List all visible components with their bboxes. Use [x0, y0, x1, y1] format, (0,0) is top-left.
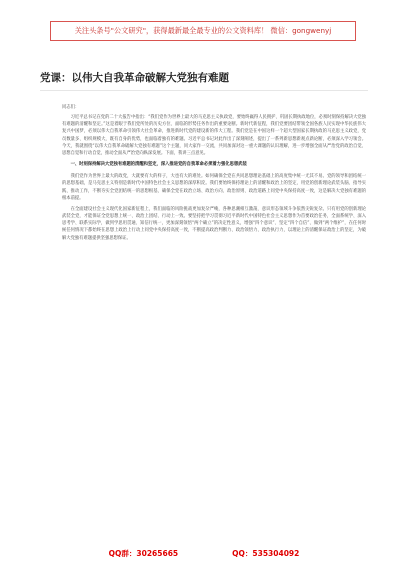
- promo-banner-text: 关注头条号"公文研究"，获得最新最全最专业的公文资料库！ 微信：gongwenyj: [74, 26, 332, 35]
- document-body: [62, 104, 366, 246]
- promo-banner: [50, 21, 356, 41]
- qq-text: QQ：535304092: [232, 549, 300, 558]
- paragraph: 在全面建设社会主义现代化国家新征程上，我们面临的风险挑战更加复杂严峻，各种思潮相互激荡，意识形态领域斗争依然尖锐复杂。只有用党的创新理论武装全党，才能保证全党思想上统一、政治上团结、行动上一致。要坚持把学习贯彻习近平新时代中国特色社会主义思想作为首要政治任务，全面系统学、深入思考学、联系实际学，做到学思用贯通、知信行统一，更加深刻领悟“两个确立”的决定性意义，增强“四个意识”、坚定“四个自信”、做到“两个维护”，在任何时候任何情况下都始终在思想上政治上行动上同党中央保持高度一致，不断提高政治判断力、政治领悟力、政治执行力，以理论上的清醒保证政治上的坚定，为破解大党独有难题提供坚强思想保证。: [62, 206, 366, 241]
- contact-footer: [0, 548, 408, 559]
- salutation: 同志们：: [62, 105, 80, 110]
- paragraph: 习近平总书记在党的二十大报告中指出：“我们党作为世界上最大的马克思主义执政党，要始终赢得人民拥护、巩固长期执政地位，必须时刻保持解决大党独有难题的清醒和坚定。”这是着眼于我们党所处的历史方位、面临的形势任务作出的重要论断。新时代新征程，我们党要团结带领全国各族人民实现中华民族伟大复兴中国梦，必须以伟大自我革命引领伟大社会革命，推进新时代党的建设新的伟大工程。我们党是在中国这样一个超大型国家长期执政的马克思主义政党，党员数量多、组织规模大，既有自身的优势，也面临着独有的难题。习近平总书记对此作出了深刻阐述，提出了一系列新思想新观点新论断，必须深入学习领会。今天，我就围绕“以伟大自我革命破解大党独有难题”这个主题，同大家作一交流，共同加深对这一重大课题的认识理解，进一步增强全面从严治党的政治自觉、思想自觉和行动自觉，推动全面从严治党向纵深发展。下面，我讲三点意见。: [62, 115, 366, 156]
- section-heading: 一、时刻保持解决大党独有难题的清醒和坚定，深入推进党的自我革命必须着力强化思想武装: [70, 162, 247, 168]
- title-divider: [40, 90, 368, 91]
- paragraph: 我们党作为世界上最大的政党，大就要有大的样子，大也有大的难处。如何确保全党在共同思想理论基础上的高度集中统一尤其不易。党的领导和团结统一的思想基础，是马克思主义特别是新时代中国特色社会主义思想的深厚积淀。我们要始终保持理论上的清醒和政治上的坚定，用党的创新理论武装头脑、指导实践、推动工作，不断夯实全党团结统一的思想根基，确保全党在政治立场、政治方向、政治原则、政治道路上同党中央保持高度一致，这是解决大党独有难题的根本前提。: [62, 174, 366, 201]
- qq-group-text: QQ群：30265665: [108, 549, 179, 558]
- document-title: 党课：以伟大自我革命破解大党独有难题: [40, 72, 229, 84]
